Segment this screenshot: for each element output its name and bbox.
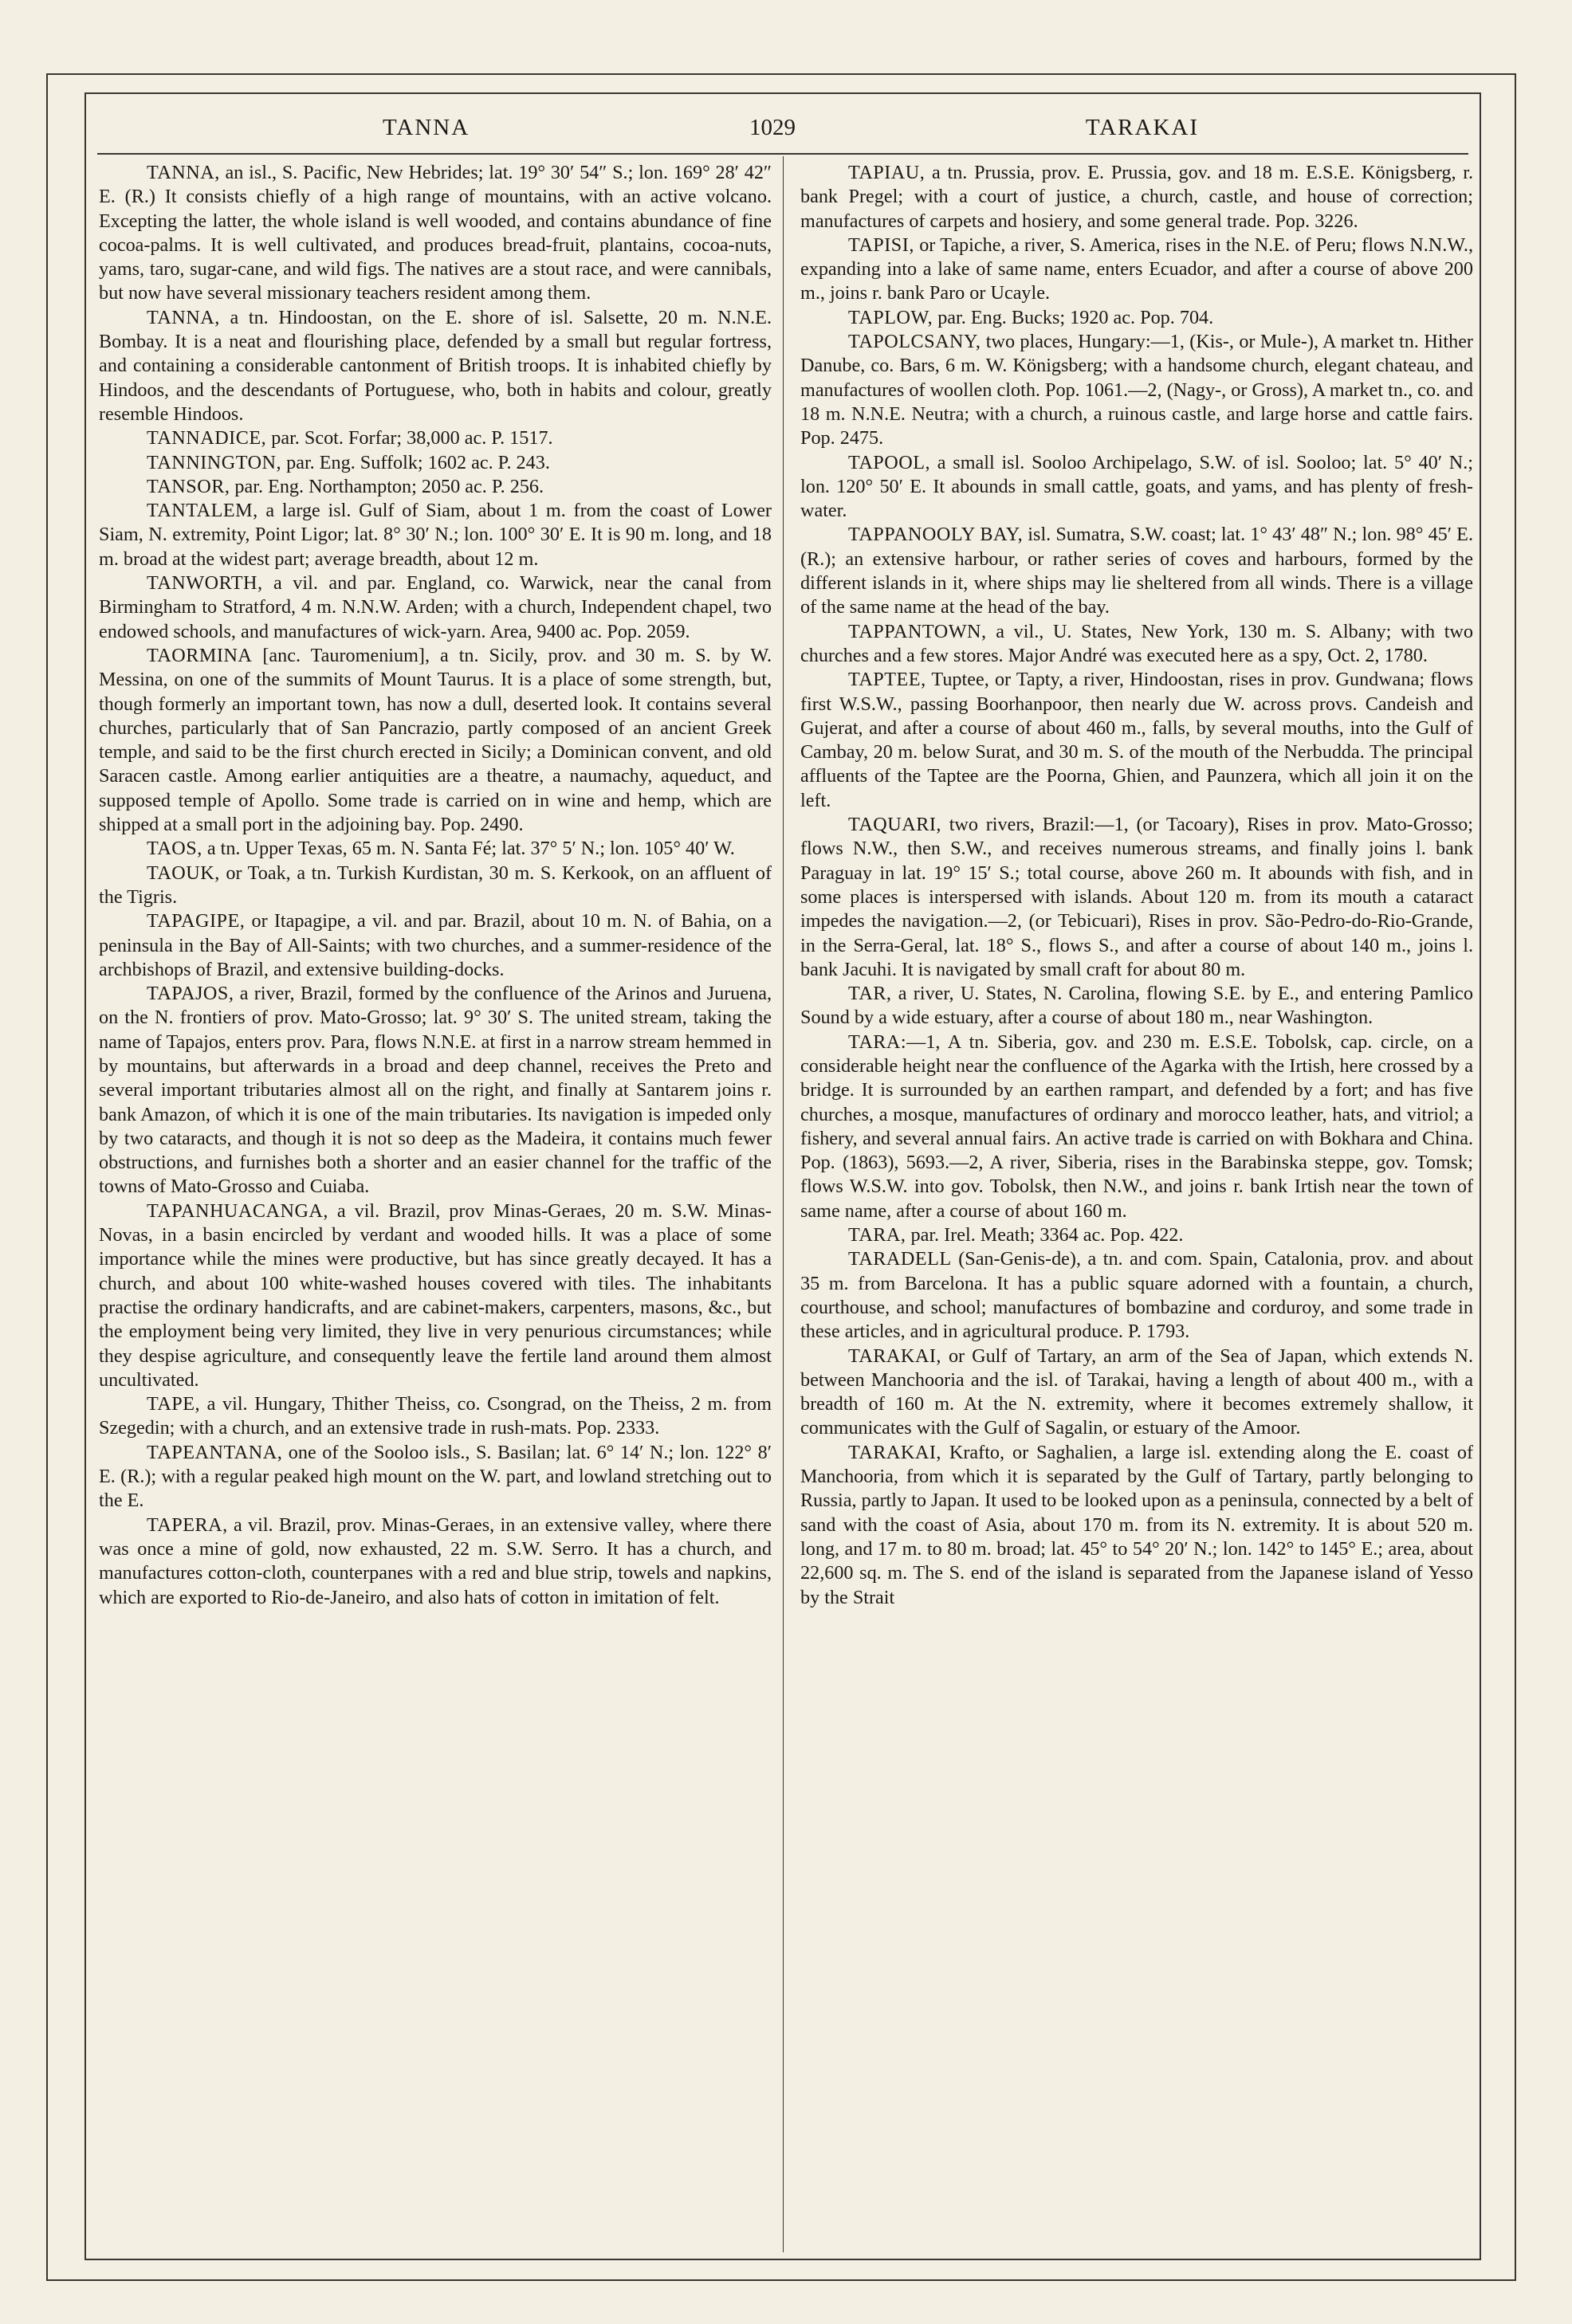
entry-headword: TANNADICE, xyxy=(147,427,267,449)
entry-text: a vil. Hungary, Thither Theiss, co. Csongrad, on the Theiss, 2 m. from Szegedin; with a church, and an extensive trade in rush-mats. Pop. 2333. xyxy=(99,1393,772,1439)
entry-text: two rivers, Brazil:—1, (or Tacoary), Rises in prov. Mato-Grosso; flows N.W., then S.W., and receives numerous streams, and finally joins l. bank Paraguay in lat. 19° 15′ S.; total course, above 260 m. It abounds with fish, and in some places is interspersed with islands. About 120 m. from its mouth a cataract impedes the navigation.—2, (or Tebicuari), Rises in prov. São-Pedro-do-Rio-Grande, in the Serra-Geral, lat. 18° S., flows S., and after a course of about 140 m., joins l. bank Jacuhi. It is navigated by small craft for about 80 m. xyxy=(800,814,1473,980)
column-divider xyxy=(783,156,784,2252)
entry xyxy=(800,234,1473,306)
entry-headword: TAPPANOOLY BAY, xyxy=(848,524,1024,546)
entry-headword: TAR, xyxy=(848,983,892,1005)
entry-text: par. Eng. Northampton; 2050 ac. P. 256. xyxy=(230,475,544,497)
entry xyxy=(99,475,772,499)
entry xyxy=(99,306,772,426)
entry-headword: TARA: xyxy=(848,1030,907,1053)
entry-headword: TAOUK, xyxy=(147,862,220,884)
entry-headword: TARA, xyxy=(848,1224,906,1246)
right-column xyxy=(800,161,1473,2233)
entry-headword: TANNINGTON, xyxy=(147,451,282,473)
entry-headword: TAPISI, xyxy=(848,234,914,256)
entry-text: one of the Sooloo isls., S. Basilan; lat. 6° 14′ N.; lon. 122° 8′ E. (R.); with a regular peaked high mount on the W. part, and lowland stretching out to the E. xyxy=(99,1441,772,1512)
entry-headword: TAQUARI, xyxy=(848,814,941,836)
entry-text: [anc. Tauromenium], a tn. Sicily, prov. and 30 m. S. by W. Messina, on one of the summits of Mount Taurus. It is a place of some strength, but, though formerly an important town, has now a dull, deserted look. It contains several churches, particularly that of San Pancrazio, partly composed of an ancient Greek temple, and said to be the first church erected in Sicily; a Dominican convent, and old Saracen castle. Among earlier antiquities are a theatre, a naumachy, aqueduct, and supposed temple of Apollo. Some trade is carried on in wine and hemp, which are shipped at a small port in the adjoining bay. Pop. 2490. xyxy=(99,644,772,836)
entry-headword: TANSOR, xyxy=(147,475,230,497)
entry-text: Krafto, or Saghalien, a large isl. extending along the E. coast of Manchooria, from which it is separated by the Gulf of Tartary, partly belonging to Russia, partly to Japan. It used to be looked upon as a peninsula, connected by a belt of sand with the coast of Asia, about 170 m. from its N. extremity. It is about 520 m. long, and 17 m. to 80 m. broad; lat. 45° to 54° 20′ N.; lon. 142° to 145° E.; area, about 22,600 sq. m. The S. end of the island is separated from the Japanese island of Yesso by the Strait xyxy=(800,1441,1473,1608)
entry-headword: TARADELL xyxy=(848,1248,952,1270)
entry-text: isl. Sumatra, S.W. coast; lat. 1° 43′ 48″ N.; lon. 98° 45′ E. (R.); an extensive harbour, or rather series of coves and harbours, formed by the different islands in it, where ships may lie sheltered from all winds. There is a village of the same name at the head of the bay. xyxy=(800,524,1473,618)
entry-headword: TANNA, xyxy=(147,306,220,328)
entry-headword: TARAKAI, xyxy=(848,1441,941,1463)
entry xyxy=(800,523,1473,619)
entry-text: par. Eng. Suffolk; 1602 ac. P. 243. xyxy=(281,451,550,473)
entry-text: a tn. Upper Texas, 65 m. N. Santa Fé; lat. 37° 5′ N.; lon. 105° 40′ W. xyxy=(202,838,735,860)
entry-headword: TAPLOW, xyxy=(848,306,933,328)
entry-text: a small isl. Sooloo Archipelago, S.W. of isl. Sooloo; lat. 5° 40′ N.; lon. 120° 50′ E. It abounds in small cattle, goats, and yams, and has plenty of fresh-water. xyxy=(800,451,1473,522)
entry xyxy=(99,837,772,861)
entry xyxy=(800,813,1473,982)
entry-headword: TAPPANTOWN, xyxy=(848,620,987,642)
entry-text: or Toak, a tn. Turkish Kurdistan, 30 m. S. Kerkook, on an affluent of the Tigris. xyxy=(99,862,772,908)
entry-text: a river, Brazil, formed by the confluence of the Arinos and Juruena, on the N. frontiers of prov. Mato-Grosso; lat. 9° 30′ S. The united stream, taking the name of Tapajos, enters prov. Para, flows N.N.E. at first in a narrow stream hemmed in by mountains, but afterwards in a broad and deep channel, receives the Preto and several important tributaries almost all on the right, and finally at Santarem joins r. bank Amazon, of which it is one of the main tributaries. Its navigation is impeded only by two cataracts, and though it is not so deep as the Madeira, it contains much fewer obstructions, and furnishes both a shorter and an easier channel for the traffic of the towns of Mato-Grosso and Cuiaba. xyxy=(99,983,772,1198)
header-right-title: TARAKAI xyxy=(1085,115,1199,140)
entry-text: a river, U. States, N. Carolina, flowing S.E. by E., and entering Pamlico Sound by a wide estuary, after a course of about 180 m., near Washington. xyxy=(800,983,1473,1029)
entry xyxy=(99,451,772,475)
entry-text: an isl., S. Pacific, New Hebrides; lat. 19° 30′ 54″ S.; lon. 169° 28′ 42″ E. (R.) It consists chiefly of a high range of mountains, with an active volcano. Excepting the latter, the whole island is well wooded, and contains abundance of fine cocoa-palms. It is well cultivated, and produces bread-fruit, plantains, cocoa-nuts, yams, taro, sugar-cane, and wild figs. The natives are a stout race, and were cannibals, but now have several missionary teachers resident among them. xyxy=(99,162,772,304)
entry-headword: TANTALEM, xyxy=(147,500,258,522)
entry xyxy=(800,668,1473,813)
entry-headword: TAPOLCSANY, xyxy=(848,331,981,353)
entry xyxy=(99,982,772,1199)
entry-text: a tn. Prussia, prov. E. Prussia, gov. and 18 m. E.S.E. Königsberg, r. bank Pregel; with a court of justice, a church, castle, and house of correction; manufactures of carpets and hosiery, and some general trade. Pop. 3226. xyxy=(800,162,1473,232)
entry-text: par. Scot. Forfar; 38,000 ac. P. 1517. xyxy=(266,427,553,449)
entry xyxy=(99,1441,772,1513)
entry-headword: TAPAJOS, xyxy=(147,983,234,1005)
entry xyxy=(800,1247,1473,1344)
entry xyxy=(800,330,1473,450)
header-left-title: TANNA xyxy=(383,115,470,140)
entry-text: a vil. Brazil, prov Minas-Geraes, 20 m. S.W. Minas-Novas, in a basin encircled by verdant and wooded hills. It was a place of some importance while the mines were productive, but has since greatly decayed. It has a church, and about 100 white-washed houses covered with tiles. The inhabitants practise the ordinary handicrafts, and are cabinet-makers, carpenters, masons, &c., but the employment being very limited, they live in very penurious circumstances; while they despise agriculture, and consequently leave the fertile land around them almost uncultivated. xyxy=(99,1199,772,1391)
entry-text: a vil. Brazil, prov. Minas-Geraes, in an extensive valley, where there was once a mine of gold, now exhausted, 22 m. S.W. Serro. It has a church, and manufactures cotton-cloth, counterpanes with a red and blue strip, towels and napkins, which are exported to Rio-de-Janeiro, and also hats of cotton in imitation of felt. xyxy=(99,1513,772,1608)
entry-headword: TAPANHUACANGA, xyxy=(147,1199,328,1222)
entry-text: par. Irel. Meath; 3364 ac. Pop. 422. xyxy=(906,1224,1184,1246)
entry-headword: TAORMINA xyxy=(147,644,253,666)
entry-text: par. Eng. Bucks; 1920 ac. Pop. 704. xyxy=(933,306,1214,328)
entry-text: Tuptee, or Tapty, a river, Hindoostan, rises in prov. Gundwana; flows first W.S.W., passing Boorhanpoor, then nearly due W. across provs. Candeish and Gujerat, and after a course of about 460 m., falls, by several mouths, into the Gulf of Cambay, 20 m. below Surat, and 30 m. S. of the mouth of the Nerbudda. The principal affluents of the Taptee are the Poorna, Ghien, and Paunzera, which all join it on the left. xyxy=(800,669,1473,811)
entry-text: (San-Genis-de), a tn. and com. Spain, Catalonia, prov. and about 35 m. from Barcelona. It has a public square adorned with a fountain, a church, courthouse, and school; manufactures of bombazine and corduroy, and some trade in these articles, and in agricultural produce. P. 1793. xyxy=(800,1248,1473,1343)
entry-text: —1, A tn. Siberia, gov. and 230 m. E.S.E. Tobolsk, cap. circle, on a considerable height near the confluence of the Agarka with the Irtish, here crossed by a bridge. It is surrounded by an earthen rampart, and defended by a fort; and has five churches, a mosque, manufactures of ordinary and morocco leather, hats, and vitriol; a fishery, and several annual fairs. An active trade is carried on with Bokhara and China. Pop. (1863), 5693.—2, A river, Siberia, rises in the Barabinska steppe, gov. Tomsk; flows W.S.W. into gov. Tobolsk, then N.W., and joins r. bank Irtish near the town of same name, after a course of about 160 m. xyxy=(800,1030,1473,1222)
entry xyxy=(99,426,772,450)
entry-headword: TAPAGIPE, xyxy=(147,910,246,932)
entry-headword: TAPE, xyxy=(147,1393,201,1415)
entry xyxy=(800,161,1473,234)
entry-headword: TAPERA, xyxy=(147,1513,228,1536)
entry xyxy=(800,1441,1473,1610)
entry-headword: TAPTEE, xyxy=(848,669,926,691)
entry xyxy=(99,862,772,910)
entry-text: a large isl. Gulf of Siam, about 1 m. from the coast of Lower Siam, N. extremity, Point Ligor; lat. 8° 30′ N.; lon. 100° 30′ E. It is 90 m. long, and 18 m. broad at the widest part; average breadth, about 12 m. xyxy=(99,500,772,570)
entry-text: a vil. and par. England, co. Warwick, near the canal from Birmingham to Stratford, 4 m. N.N.W. Arden; with a church, Independent chapel, two endowed schools, and manufactures of wick-yarn. Area, 9400 ac. Pop. 2059. xyxy=(99,572,772,642)
entry-text: or Tapiche, a river, S. America, rises in the N.E. of Peru; flows N.N.W., expanding into a lake of same name, enters Ecuador, and after a course of above 200 m., joins r. bank Paro or Ucayle. xyxy=(800,234,1473,304)
entry xyxy=(99,909,772,982)
entry-headword: TANNA, xyxy=(147,162,220,183)
entry xyxy=(99,1392,772,1441)
entry xyxy=(800,1030,1473,1223)
entry-text: or Gulf of Tartary, an arm of the Sea of Japan, which extends N. between Manchooria and the isl. of Tarakai, having a length of about 400 m., with a breadth of 160 m. At the N. extremity, where it becomes extremely shallow, it communicates with the Gulf of Sagalin, or estuary of the Amoor. xyxy=(800,1345,1473,1439)
entry-text: a vil., U. States, New York, 130 m. S. Albany; with two churches and a few stores. Major André was executed here as a spy, Oct. 2, 1780. xyxy=(800,620,1473,666)
entry xyxy=(99,571,772,644)
entry xyxy=(800,1223,1473,1247)
entry-headword: TARAKAI, xyxy=(848,1345,941,1367)
entry xyxy=(99,1513,772,1610)
entry xyxy=(800,1345,1473,1441)
entry-headword: TAPOOL, xyxy=(848,451,931,473)
entry-headword: TAOS, xyxy=(147,838,202,860)
running-header xyxy=(104,112,1462,151)
entry xyxy=(800,620,1473,669)
entry xyxy=(800,306,1473,330)
page-number: 1029 xyxy=(749,115,796,140)
entry-headword: TAPEANTANA, xyxy=(147,1441,283,1463)
entry xyxy=(99,499,772,571)
entry xyxy=(99,644,772,837)
entry xyxy=(800,982,1473,1030)
entry-text: two places, Hungary:—1, (Kis-, or Mule-), A market tn. Hither Danube, co. Bars, 6 m. W. Königsberg; with a handsome church, elegant chateau, and manufactures of woollen cloth. Pop. 1061.—2, (Nagy-, or Gross), A market tn., co. and 18 m. N.N.E. Neutra; with a church, a ruinous castle, and large horse and cattle fairs. Pop. 2475. xyxy=(800,331,1473,449)
entry-text: a tn. Hindoostan, on the E. shore of isl. Salsette, 20 m. N.N.E. Bombay. It is a neat and flourishing place, defended by a small but regular fortress, and containing a considerable cantonment of British troops. It is inhabited chiefly by Hindoos, and the descendants of Portuguese, who, both in habits and colour, greatly resemble Hindoos. xyxy=(99,306,772,425)
entry xyxy=(99,1199,772,1392)
header-rule xyxy=(97,153,1468,155)
entry-headword: TANWORTH, xyxy=(147,572,263,595)
entry xyxy=(99,161,772,306)
entry-headword: TAPIAU, xyxy=(848,162,926,183)
entry-text: or Itapagipe, a vil. and par. Brazil, about 10 m. N. of Bahia, on a peninsula in the Bay of All-Saints; with two churches, and a summer-residence of the archbishops of Brazil, and extensive building-docks. xyxy=(99,910,772,980)
left-column xyxy=(99,161,772,2233)
entry xyxy=(800,451,1473,524)
